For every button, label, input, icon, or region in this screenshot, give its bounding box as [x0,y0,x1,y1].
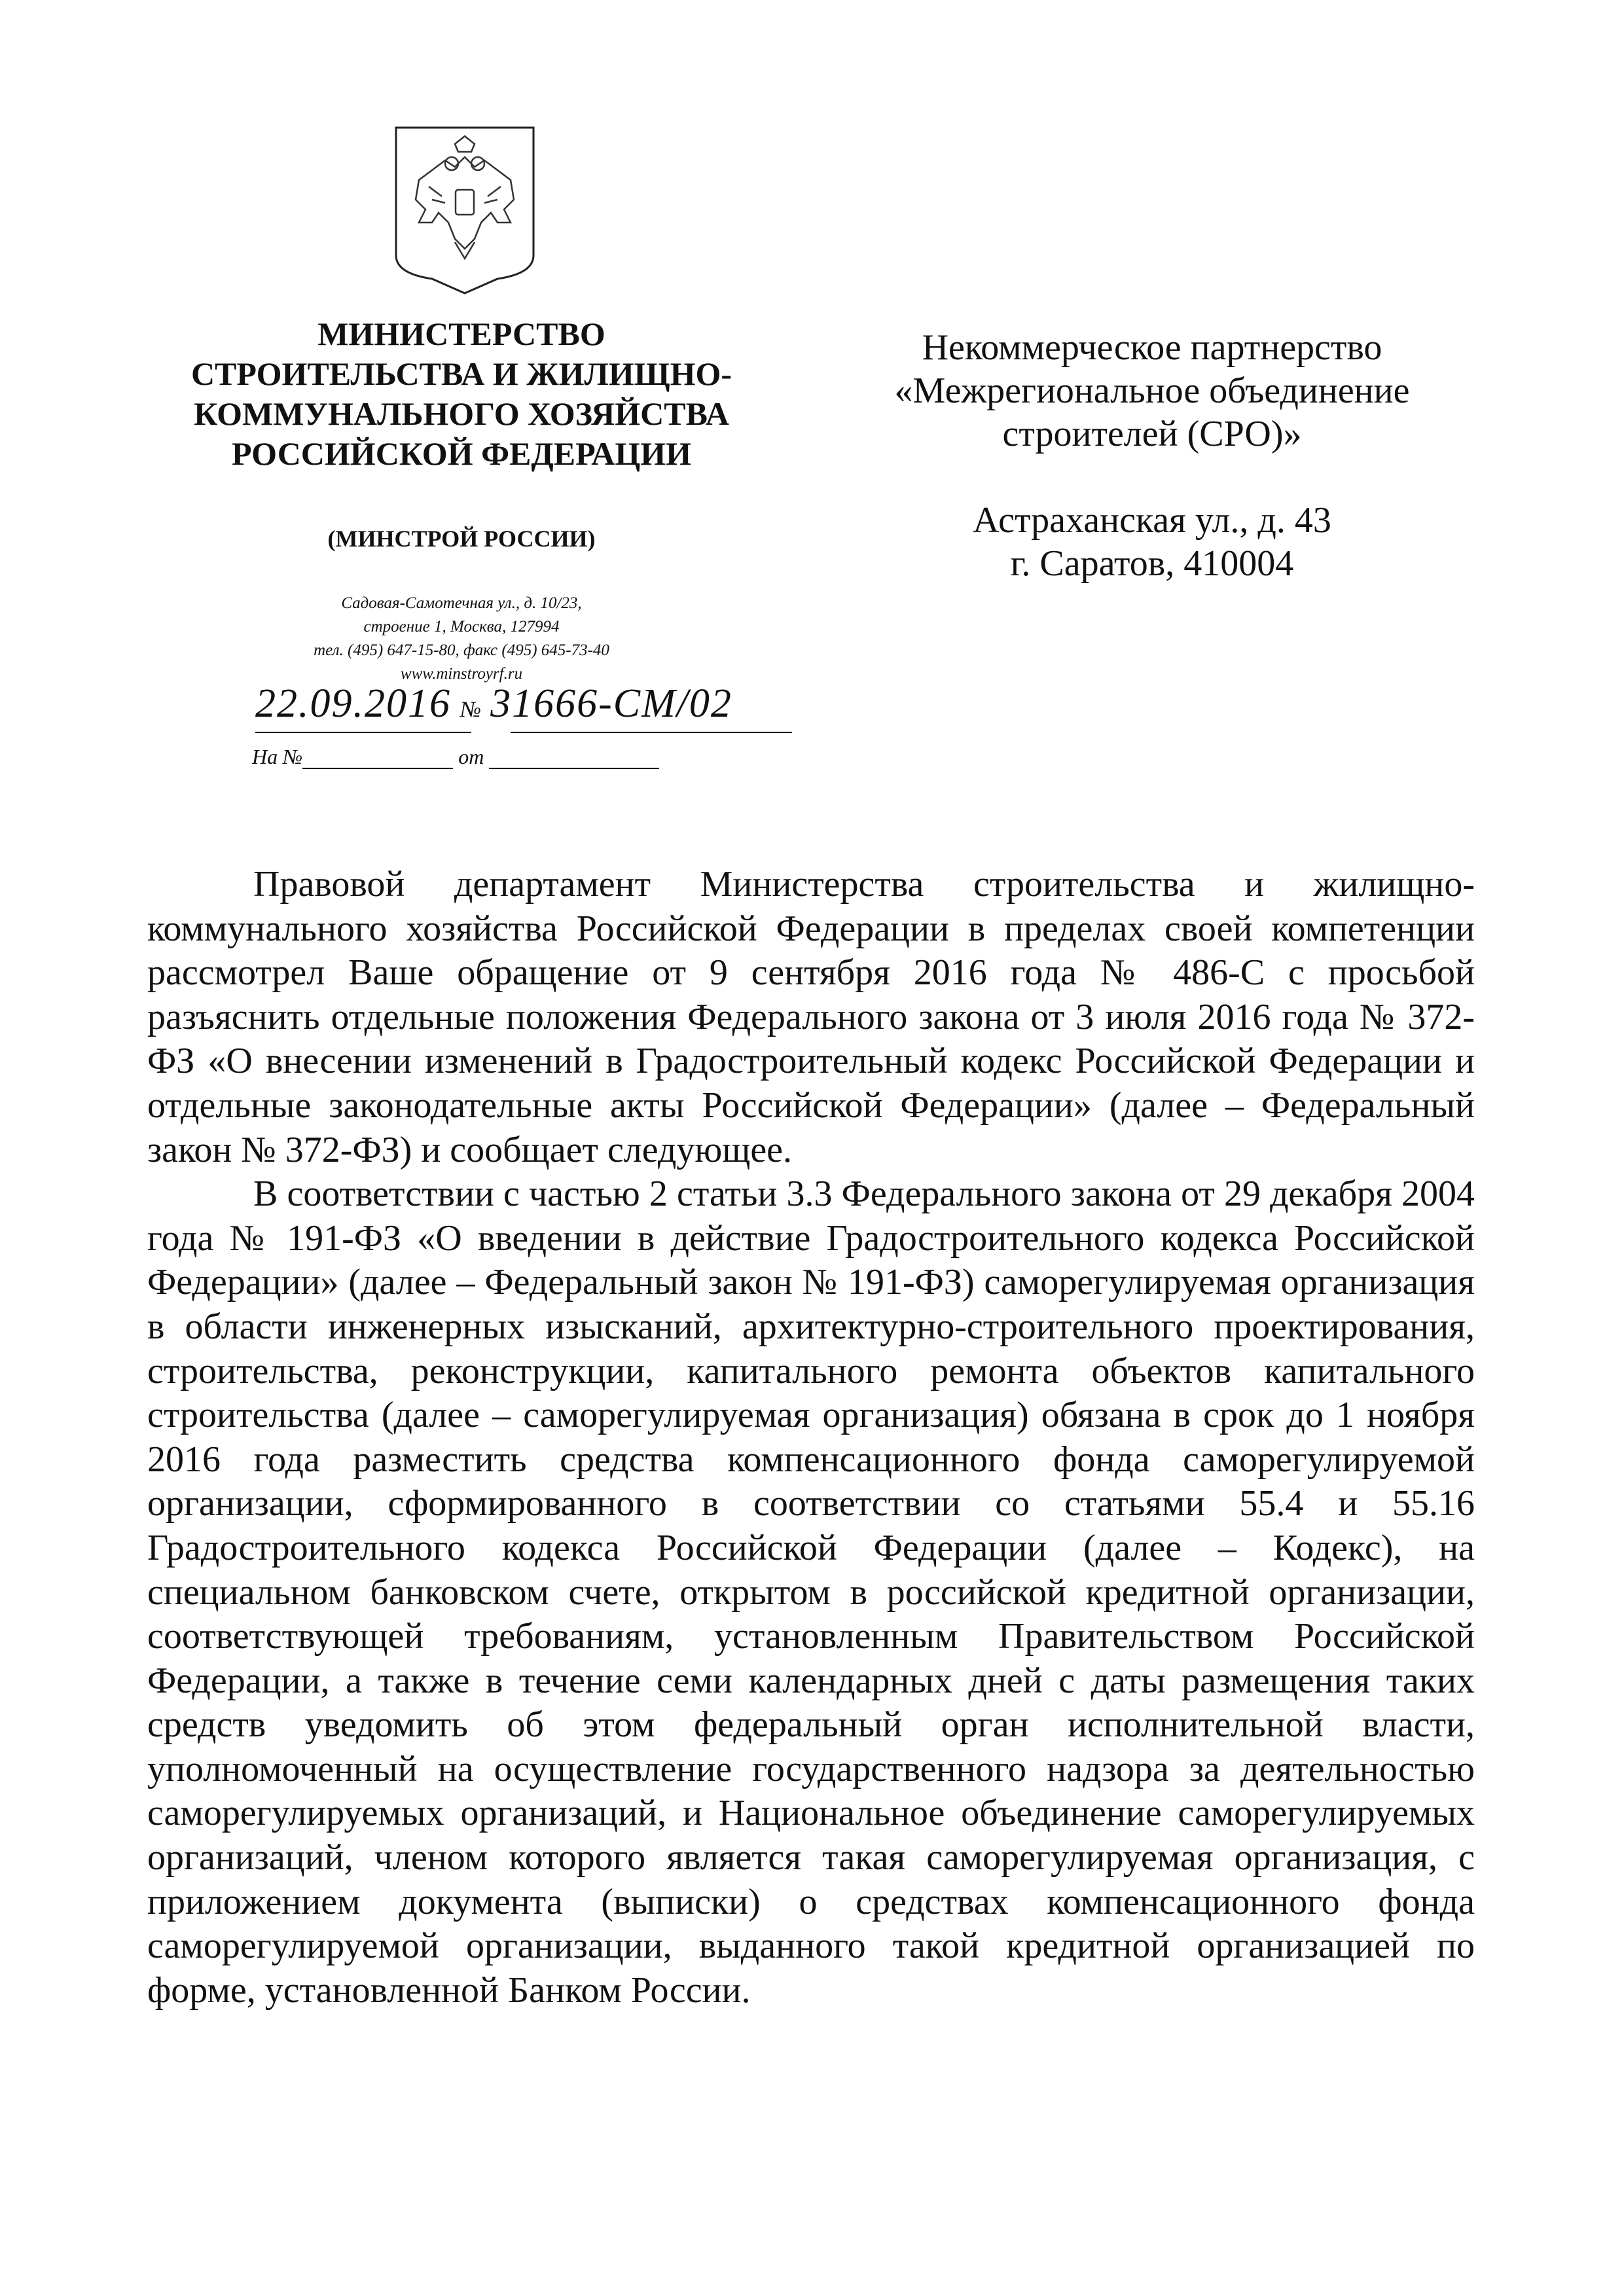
recipient-name [864,326,1440,456]
recipient-name-line: Некоммерческое партнерство [922,327,1382,368]
ministry-website: www.minstroyrf.ru [400,665,523,683]
ministry-short-name: (МИНСТРОЙ РОССИИ) [327,526,596,552]
recipient-address-line: г. Саратов, 410004 [1010,543,1294,584]
outgoing-date: 22.09.2016 [255,681,451,726]
recipient-address-line: Астраханская ул., д. 43 [973,500,1331,541]
reference-line [252,745,659,769]
reference-number-blank [302,749,453,769]
number-underline [511,732,792,733]
ministry-address-line: Садовая-Самотечная ул., д. 10/23, [341,594,582,612]
body-paragraph: Правовой департамент Министерства строительства и жилищно-коммунального хозяйства Российской Федерации в пределах своей компетенции рассмотрел Ваше обращение от 9 сентября 2016 года № 486-С с просьбой разъяснить отдельные положения Федерального закона от 3 июля 2016 года № 372-ФЗ «О внесении изменений в Градостроительный кодекс Российской Федерации и отдельные законодательные акты Российской Федерации» (далее – Федеральный закон № 372-ФЗ) и сообщает следующее. [147,864,1475,1170]
recipient-name-line: строителей (СРО)» [1002,414,1302,454]
outgoing-number-line [255,681,792,740]
ministry-address-line: тел. (495) 647-15-80, факс (495) 645-73-40 [314,641,609,659]
date-underline [255,732,471,733]
number-sign: № [460,698,482,722]
recipient-block [864,326,1440,585]
ministry-header [177,314,746,686]
body-paragraph: В соответствии с частью 2 статьи 3.3 Федерального закона от 29 декабря 2004 года № 191-ФЗ «О введении в действие Градостроительного кодекса Российской Федерации» (далее – Федеральный закон № 191-ФЗ) саморегулируемая организация в области инженерных изысканий, архитектурно-строительного проектирования, строительства, реконструкции, капитального ремонта объектов капитального строительства (далее – саморегулируемая организация) обязана в срок до 1 ноября 2016 года разместить средства компенсационного фонда саморегулируемой организации, сформированного в соответствии со статьями 55.4 и 55.16 Градостроительного кодекса Российской Федерации (далее – Кодекс), на специальном банковском счете, открытом в российской кредитной организации, соответствующей требованиям, установленным Правительством Российской Федерации, а также в течение семи календарных дней с даты размещения таких средств уведомить об этом федеральный орган исполнительной власти, уполномоченный на осуществление государственного надзора за деятельностью саморегулируемых организаций, и Национальное объединение саморегулируемых организаций, членом которого является такая саморегулируемая организация, с приложением документа (выписки) о средствах компенсационного фонда саморегулируемой организации, выданного такой кредитной организацией по форме, установленной Банком России. [147,1174,1475,2011]
ministry-name-line: СТРОИТЕЛЬСТВА И ЖИЛИЩНО- [190,355,732,392]
ministry-name-line: РОССИЙСКОЙ ФЕДЕРАЦИИ [231,435,692,472]
ministry-name-line: КОММУНАЛЬНОГО ХОЗЯЙСТВА [194,395,729,432]
ministry-address-line: строение 1, Москва, 127994 [363,618,560,636]
coat-of-arms-emblem [393,124,537,295]
letter-body [147,863,1475,2013]
reference-from: от [458,745,484,768]
ministry-address [177,592,746,686]
ministry-name-line: МИНИСТЕРСТВО [317,315,605,352]
reference-date-blank [489,749,659,769]
ministry-name [177,314,746,474]
reference-prefix: На № [252,745,303,768]
recipient-name-line: «Межрегиональное объединение [894,370,1410,411]
outgoing-number: 31666-СМ/02 [490,681,732,726]
recipient-address [864,499,1440,585]
